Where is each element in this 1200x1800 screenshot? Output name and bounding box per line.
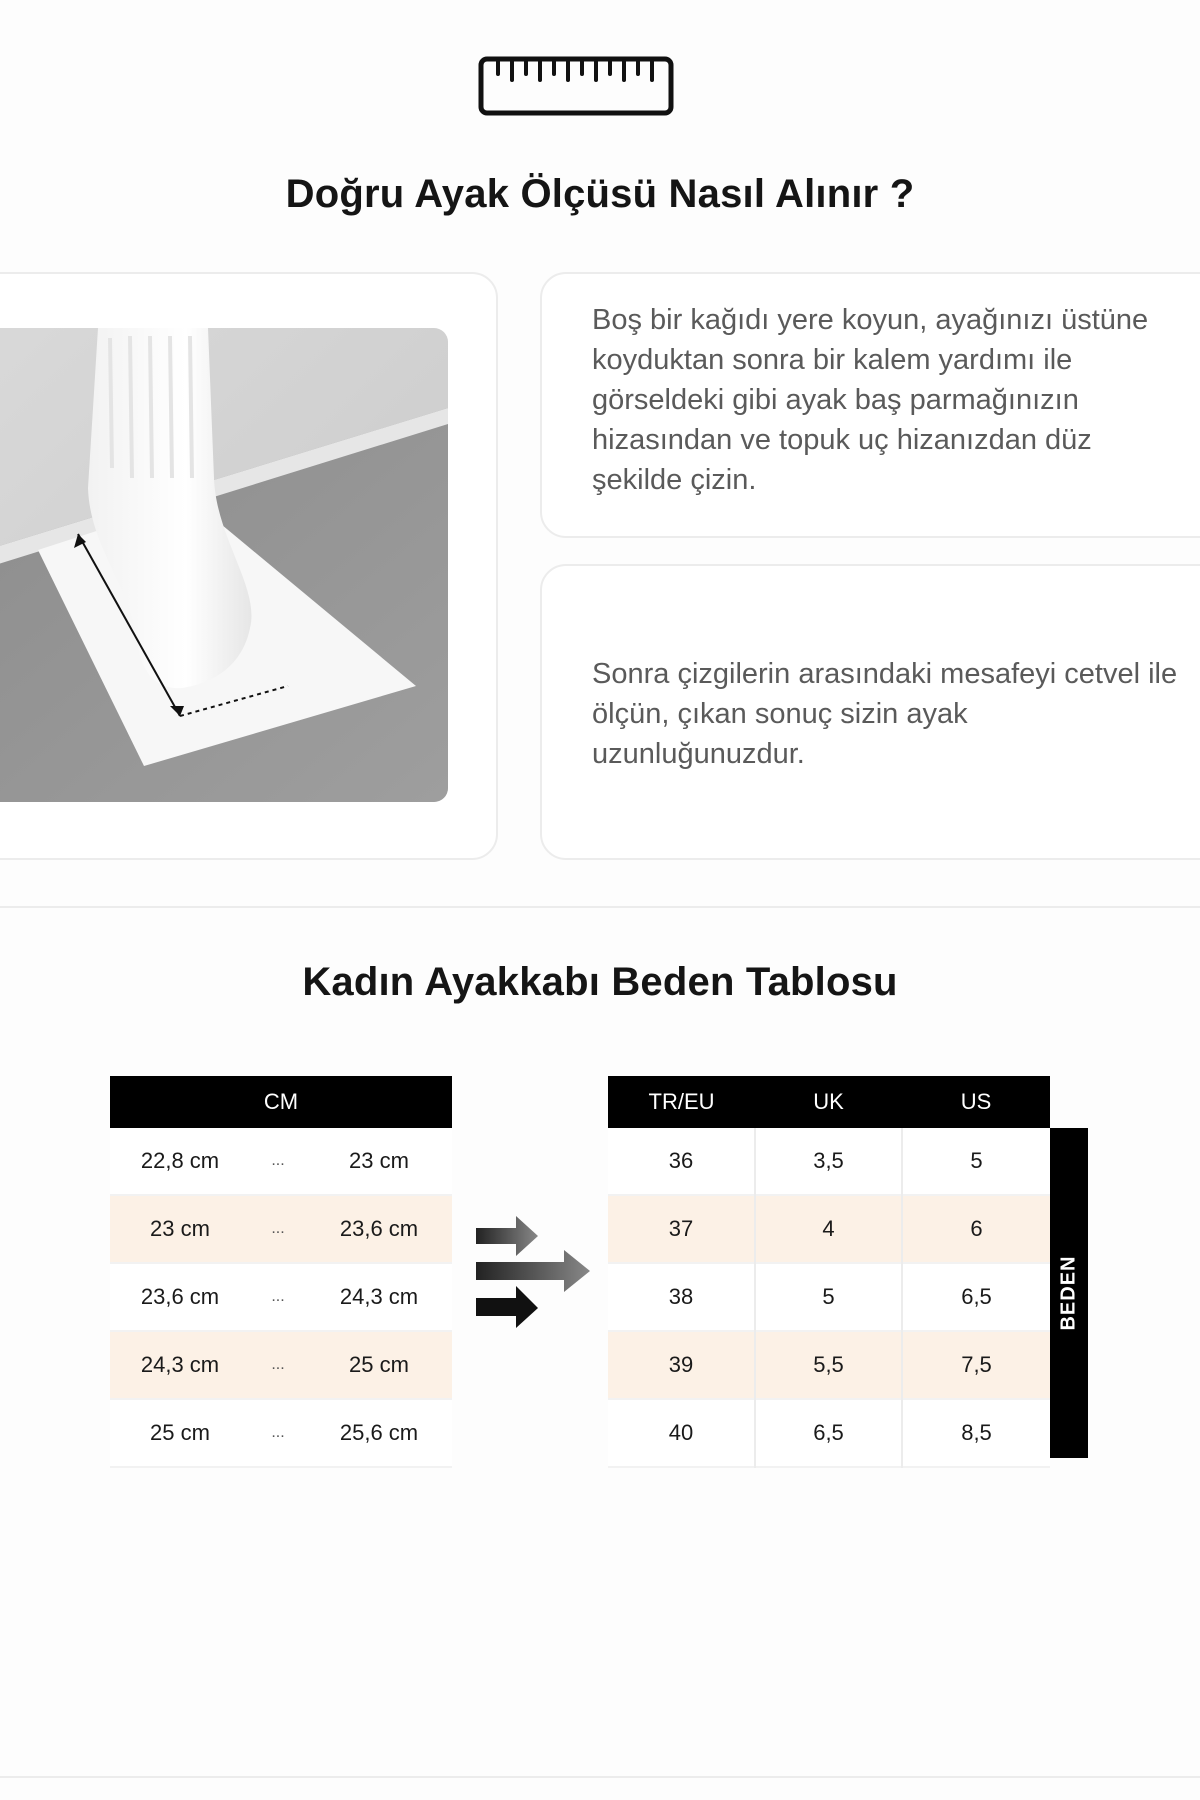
table-row bbox=[110, 1263, 452, 1331]
foot-measurement-image bbox=[0, 328, 448, 802]
size-chart-title: Kadın Ayakkabı Beden Tablosu bbox=[302, 960, 898, 1004]
instruction-step-1-card bbox=[540, 272, 1200, 538]
arrows-right-icon bbox=[476, 1212, 590, 1330]
instruction-step-1: Boş bir kağıdı yere koyun, ayağınızı üstüne koyduktan sonra bir kalem yardımı ile görseldeki gibi ayak baş parmağınızın hizasından ve topuk uç hizanızdan düz şekilde çizin. bbox=[592, 304, 1149, 496]
table-row bbox=[608, 1399, 1050, 1467]
size-uk: 4 bbox=[755, 1195, 902, 1263]
cm-separator: ... bbox=[250, 1195, 306, 1263]
size-uk: 6,5 bbox=[755, 1399, 902, 1467]
size-tr-eu: 38 bbox=[608, 1263, 755, 1331]
table-row bbox=[110, 1195, 452, 1263]
table-row bbox=[608, 1128, 1050, 1195]
cm-from: 23 cm bbox=[110, 1195, 250, 1263]
cm-header: CM bbox=[110, 1076, 452, 1128]
cm-to: 23,6 cm bbox=[306, 1195, 452, 1263]
instruction-step-2: Sonra çizgilerin arasındaki mesafeyi cetvel ile ölçün, çıkan sonuç sizin ayak uzunluğunuzdur. bbox=[592, 658, 1178, 770]
cm-from: 24,3 cm bbox=[110, 1331, 250, 1399]
size-tr-eu: 39 bbox=[608, 1331, 755, 1399]
cm-from: 23,6 cm bbox=[110, 1263, 250, 1331]
beden-label: BEDEN bbox=[1057, 1255, 1080, 1331]
cm-to: 25 cm bbox=[306, 1331, 452, 1399]
size-us: 6,5 bbox=[902, 1263, 1050, 1331]
cm-separator: ... bbox=[250, 1399, 306, 1467]
header-us: US bbox=[902, 1076, 1050, 1128]
table-row bbox=[110, 1331, 452, 1399]
table-row bbox=[608, 1263, 1050, 1331]
size-tr-eu: 40 bbox=[608, 1399, 755, 1467]
table-row bbox=[608, 1331, 1050, 1399]
table-row bbox=[110, 1128, 452, 1195]
beden-side-bar bbox=[1050, 1128, 1088, 1458]
size-us: 5 bbox=[902, 1128, 1050, 1195]
size-us: 8,5 bbox=[902, 1399, 1050, 1467]
ruler-icon bbox=[478, 56, 674, 116]
instruction-step-2-card bbox=[540, 564, 1200, 860]
cm-to: 25,6 cm bbox=[306, 1399, 452, 1467]
cm-size-table bbox=[110, 1076, 452, 1468]
size-us: 6 bbox=[902, 1195, 1050, 1263]
header-tr-eu: TR/EU bbox=[608, 1076, 755, 1128]
cm-separator: ... bbox=[250, 1263, 306, 1331]
header-uk: UK bbox=[755, 1076, 902, 1128]
cm-separator: ... bbox=[250, 1331, 306, 1399]
size-uk: 5,5 bbox=[755, 1331, 902, 1399]
size-tr-eu: 37 bbox=[608, 1195, 755, 1263]
cm-from: 22,8 cm bbox=[110, 1128, 250, 1195]
cm-to: 24,3 cm bbox=[306, 1263, 452, 1331]
table-row bbox=[110, 1399, 452, 1467]
size-uk: 5 bbox=[755, 1263, 902, 1331]
cm-separator: ... bbox=[250, 1128, 306, 1195]
cm-from: 25 cm bbox=[110, 1399, 250, 1467]
table-row bbox=[608, 1195, 1050, 1263]
size-us: 7,5 bbox=[902, 1331, 1050, 1399]
cm-to: 23 cm bbox=[306, 1128, 452, 1195]
size-uk: 3,5 bbox=[755, 1128, 902, 1195]
bottom-divider bbox=[0, 1776, 1200, 1778]
section-divider bbox=[0, 906, 1200, 908]
size-conversion-table bbox=[608, 1076, 1050, 1468]
size-tr-eu: 36 bbox=[608, 1128, 755, 1195]
page-title: Doğru Ayak Ölçüsü Nasıl Alınır ? bbox=[285, 172, 915, 216]
